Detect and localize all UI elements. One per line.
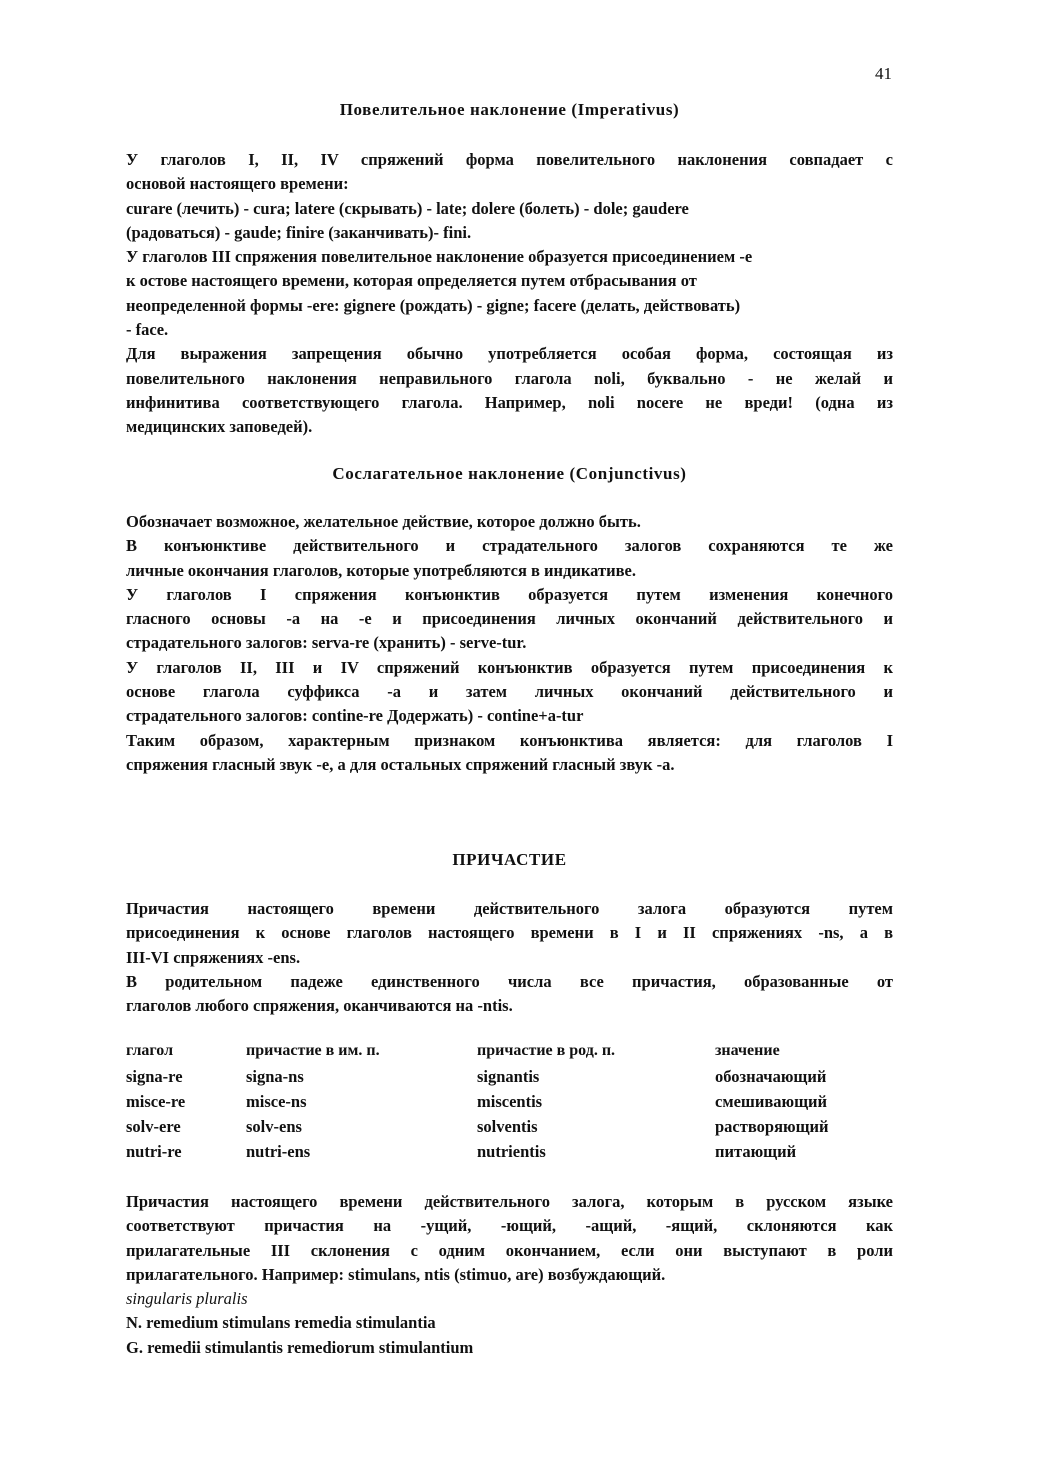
text-line: curare (лечить) - cura; latere (скрывать) - late; dolere (болеть) - dole; gaudere (126, 198, 689, 218)
imperativus-body (126, 148, 893, 440)
text-line: В родительном падеже единственного числа все причастия, образованные от (126, 971, 893, 991)
text-line: У глаголов I, II, IV спряжений форма повелительного наклонения совпадает с (126, 150, 893, 169)
text-line: III-VI спряжениях -ens. (126, 947, 301, 967)
declension-body (126, 1190, 893, 1360)
text-line: прилагательные III склонения с одним окончанием, если они выступают в роли (126, 1240, 893, 1260)
imperativus-heading: Повелительное наклонение (Imperativus) (339, 100, 680, 119)
text-line: прилагательного. Например: stimulans, ntis (stimuo, are) возбуждающий. (126, 1264, 666, 1284)
text-line: (радоваться) - gaude; finire (заканчивать)- fini. (126, 222, 472, 242)
text-line: присоединения к основе глаголов настоящего времени в I и II спряжениях -ns, а в (126, 923, 893, 943)
table-cell: растворяющий (715, 1117, 829, 1136)
table-row (126, 1117, 893, 1142)
text-line: Причастия настоящего времени действительного залога образуются путем (126, 899, 893, 918)
table-cell: solv-ens (246, 1117, 302, 1136)
participium-body (126, 897, 893, 1018)
text-line: соответствуют причастия на -ущий, -ющий, -ащий, -ящий, склоняются как (126, 1216, 893, 1236)
table-header-row (126, 1042, 893, 1067)
table-cell: nutri-re (126, 1142, 182, 1161)
table-cell: signantis (477, 1067, 540, 1086)
participle-table (126, 1042, 893, 1167)
table-cell: nutrientis (477, 1142, 546, 1161)
table-cell: miscentis (477, 1092, 543, 1111)
table-row (126, 1067, 893, 1092)
table-row (126, 1142, 893, 1167)
table-cell: signa-ns (246, 1067, 304, 1086)
conjunctivus-body (126, 510, 893, 777)
text-line: страдательного залогов: serva-re (хранить) - serve-tur. (126, 633, 527, 653)
table-cell: обозначающий (715, 1067, 827, 1086)
text-line: У глаголов III спряжения повелительное наклонение образуется присоединением -е (126, 247, 753, 267)
table-cell: signa-re (126, 1067, 183, 1086)
table-header-cell: причастие в им. п. (246, 1042, 380, 1059)
number-labels: singularis pluralis (126, 1289, 248, 1309)
table-cell: nutri-ens (246, 1142, 311, 1161)
text-line: Обозначает возможное, желательное действие, которое должно быть. (126, 512, 641, 531)
text-line: основой настоящего времени: (126, 174, 349, 194)
conjunctivus-heading: Сослагательное наклонение (Conjunctivus) (332, 464, 687, 483)
table-row (126, 1092, 893, 1117)
document-page (126, 0, 893, 1471)
table-cell: misce-re (126, 1092, 186, 1111)
text-line: страдательного залогов: contine-re Додержать) - contine+a-tur (126, 706, 584, 726)
text-line: медицинских заповедей). (126, 417, 313, 437)
text-line: основе глагола суффикса -а и затем личных окончаний действительного и (126, 682, 893, 702)
text-line: повелительного наклонения неправильного глагола noli, буквально - не желай и (126, 368, 893, 388)
table-header-cell: причастие в род. п. (477, 1042, 616, 1059)
text-line: Причастия настоящего времени действительного залога, которым в русском языке (126, 1192, 893, 1211)
table-cell: solv-ere (126, 1117, 181, 1136)
text-line: инфинитива соответствующего глагола. Например, noli nocere не вреди! (одна из (126, 392, 893, 412)
text-line: Таким образом, характерным признаком конъюнктива является: для глаголов I (126, 730, 893, 750)
text-line: У глаголов I спряжения конъюнктив образуется путем изменения конечного (126, 584, 893, 604)
text-line: В конъюнктиве действительного и страдательного залогов сохраняются те же (126, 536, 893, 556)
text-line: гласного основы -а на -е и присоединения личных окончаний действительного и (126, 609, 893, 629)
text-line: спряжения гласный звук -е, а для остальных спряжений гласный звук -а. (126, 754, 675, 774)
text-line: личные окончания глаголов, которые употребляются в индикативе. (126, 560, 636, 580)
text-line: глаголов любого спряжения, оканчиваются на -ntis. (126, 996, 513, 1016)
text-line: Для выражения запрещения обычно употребляется особая форма, состоящая из (126, 344, 893, 364)
table-cell: питающий (715, 1142, 797, 1161)
table-cell: смешивающий (715, 1092, 828, 1111)
nominative-example: N. remedium stimulans remedia stimulantia (126, 1313, 436, 1333)
table-cell: solventis (477, 1117, 538, 1136)
table-header-cell: глагол (126, 1042, 174, 1059)
table-cell: misce-ns (246, 1092, 307, 1111)
genitive-example: G. remedii stimulantis remediorum stimulantium (126, 1337, 474, 1357)
participium-heading: ПРИЧАСТИЕ (452, 850, 567, 869)
table-header-cell: значение (715, 1042, 780, 1059)
page-number: 41 (875, 64, 892, 83)
text-line: к остове настоящего времени, которая определяется путем отбрасывания от (126, 271, 697, 291)
text-line: У глаголов II, III и IV спряжений конъюнктив образуется путем присоединения к (126, 657, 893, 677)
text-line: неопределенной формы -ere: gignere (рождать) - gigne; facere (делать, действовать) (126, 295, 741, 315)
text-line: - face. (126, 320, 169, 340)
